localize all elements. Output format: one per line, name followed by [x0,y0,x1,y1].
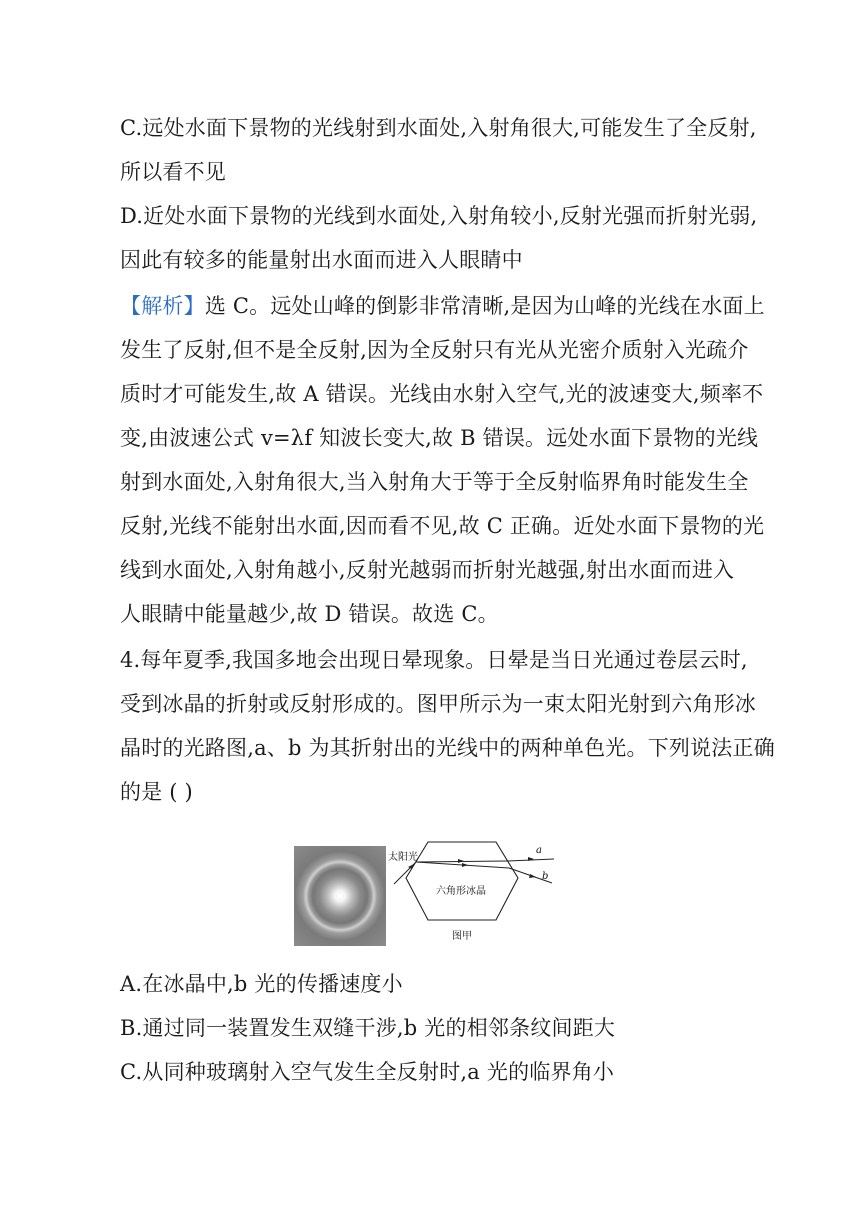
option-c-line-1: C.远处水面下景物的光线射到水面处,入射角很大,可能发生了全反射, [120,116,757,140]
internal-arrow-a [458,859,464,863]
question-4-line-2: 受到冰晶的折射或反射形成的。图甲所示为一束太阳光射到六角形冰 [120,692,756,716]
question-4-line-3: 晶时的光路图,a、b 为其折射出的光线中的两种单色光。下列说法正确 [120,736,775,760]
analysis-line-3: 质时才可能发生,故 A 错误。光线由水射入空气,光的波速变大,频率不 [120,382,764,406]
ice-crystal-label: 六角形冰晶 [436,886,486,897]
option-a: A.在冰晶中,b 光的传播速度小 [120,972,403,996]
ray-a-label: a [536,845,542,856]
analysis-tag: 【解析】 [120,294,205,318]
figure [294,838,570,948]
option-d-line-2: 因此有较多的能量射出水面而进入人眼睛中 [120,248,523,272]
question-4-line-1: 4.每年夏季,我国多地会出现日晕现象。日晕是当日光通过卷层云时, [120,648,748,672]
sun-light-label: 太阳光 [388,852,418,863]
analysis-line-4: 变,由波速公式 v=λf 知波长变大,故 B 错误。远处水面下景物的光线 [120,426,759,450]
sun-halo-photo [294,846,386,946]
ice-crystal-diagram [386,838,570,948]
analysis-line-5: 射到水面处,入射角很大,当入射角大于等于全反射临界角时能发生全 [120,470,749,494]
analysis-line-1-text: 选 C。远处山峰的倒影非常清晰,是因为山峰的光线在水面上 [204,294,765,318]
analysis-line-7: 线到水面处,入射角越小,反射光越弱而折射光越强,射出水面而进入 [120,558,735,582]
ray-b-label: b [542,871,549,882]
analysis-line-6: 反射,光线不能射出水面,因而看不见,故 C 正确。近处水面下景物的光 [120,514,765,538]
figure-caption: 图甲 [452,931,472,942]
analysis-line-8: 人眼睛中能量越少,故 D 错误。故选 C。 [120,602,499,626]
question-4-line-4: 的是 ( ) [120,780,193,804]
hexagon-crystal [406,842,518,920]
option-c-line-2: 所以看不见 [120,160,226,184]
option-b: B.通过同一装置发生双缝干涉,b 光的相邻条纹间距大 [120,1016,616,1040]
option-d-line-1: D.近处水面下景物的光线到水面处,入射角较小,反射光强而折射光弱, [120,204,758,228]
option-c: C.从同种玻璃射入空气发生全反射时,a 光的临界角小 [120,1060,615,1084]
analysis-line-1 [120,294,765,318]
analysis-line-2: 发生了反射,但不是全反射,因为全反射只有光从光密介质射入光疏介 [120,338,749,362]
internal-arrow-b [462,863,468,867]
